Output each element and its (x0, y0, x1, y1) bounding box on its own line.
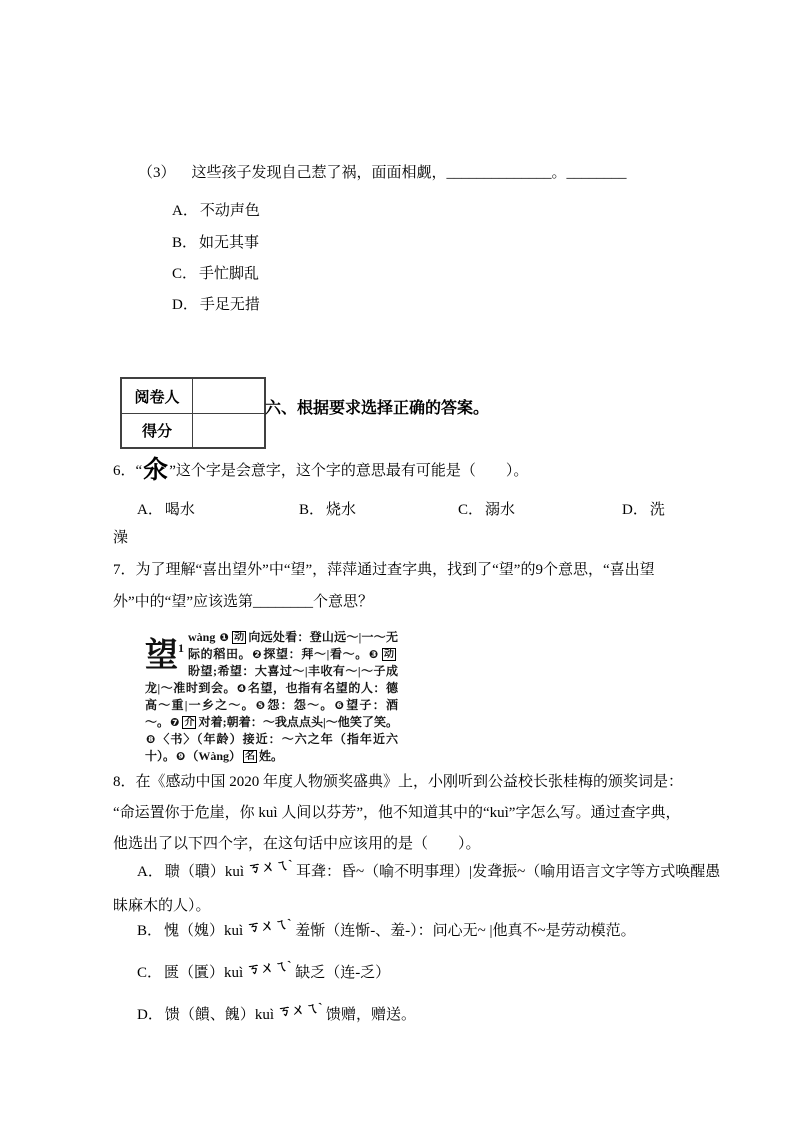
option-text: 溺水 (485, 502, 516, 518)
question-3-stem (138, 163, 627, 183)
zhuyin-annotation: ㄎㄨㄟˋ (246, 916, 293, 935)
ideogram-character-image: 氽 (143, 456, 169, 484)
grader-label-cell: 阅卷人 (122, 379, 193, 414)
option-label: A． (137, 864, 163, 880)
option-label: B． (137, 923, 163, 939)
option-text: 手足无措 (199, 297, 260, 313)
q8-option-a-line2: 昧麻木的人）。 (113, 898, 211, 914)
score-label-cell: 得分 (122, 414, 193, 447)
question-7-text-end: 个意思？ (312, 594, 373, 610)
sense-text: 探望：拜～|看～。 (263, 647, 368, 661)
zhuyin-annotation: ㄎㄨㄟˋ (247, 857, 294, 876)
option-text: 洗 (649, 502, 665, 518)
period: 。 (551, 165, 567, 181)
sense-number-icon: ❶ (219, 631, 230, 644)
option-text: 不动声色 (199, 203, 260, 219)
q3-option-d (172, 295, 260, 315)
question-8-line3: 他选出了以下四个字，在这句话中应该用的是（ ）。 (113, 836, 481, 852)
option-label: A． (137, 502, 163, 518)
option-text: 如无其事 (199, 235, 260, 251)
question-6-text: ”这个字是会意字，这个字的意思最有可能是（ ）。 (169, 463, 529, 479)
answer-blank: ______________ (446, 165, 552, 181)
option-text: 手忙脚乱 (199, 266, 260, 282)
sense-text: 盼望;希望：大喜过～|丰收有～|～子成龙|～准时到会。 (145, 664, 398, 695)
option-text: 羞惭（连惭-、羞-）：问心无~ |他真不~是劳动模范。 (295, 923, 636, 939)
question-8-line2: “命运置你于危崖，你 kuì 人间以芬芳”，他不知道其中的“kuì”字怎么写。通过查字典， (113, 805, 681, 821)
grader-value-cell (193, 379, 264, 414)
question-7-line2 (113, 592, 373, 612)
pos-tag-noun: 名 (245, 751, 256, 762)
option-head: 愧（媿）kuì (164, 923, 244, 939)
option-label: C． (172, 266, 198, 282)
q6-option-d-continuation: 澡 (113, 530, 129, 546)
headword-pinyin: wàng (188, 630, 216, 644)
q6-option-c (458, 500, 515, 520)
pos-tag-preposition: 介 (184, 717, 195, 728)
option-label: B． (172, 235, 198, 251)
answer-blank: ________ (566, 165, 627, 181)
q6-option-a (137, 500, 195, 520)
sense-number-icon: ❷ (252, 648, 263, 661)
option-text: 喝水 (164, 502, 195, 518)
sense-text: 向远处看：登山远～|一～无际的稻田。 (188, 630, 398, 661)
headword-character: 望 (145, 638, 178, 674)
question-7-text: 外”中的“望”应该选第 (113, 594, 253, 610)
q8-option-b (137, 916, 636, 941)
dictionary-entry-image (145, 629, 398, 765)
sense-number-icon: ❺ (255, 699, 267, 712)
question-6-prefix: 6．“ (113, 463, 143, 479)
option-text: 烧水 (326, 502, 357, 518)
sense-number-icon: ❹ (237, 682, 247, 695)
option-text: 缺乏（连-乏） (295, 965, 391, 981)
answer-blank: ________ (252, 594, 313, 610)
sense-text: 怨：怨～。 (267, 698, 334, 712)
sense-number-icon: ❸ (368, 648, 379, 661)
question-3-number: （3） (138, 165, 176, 181)
q8-option-d (137, 1000, 417, 1025)
q8-option-a-line1 (137, 857, 721, 882)
option-head: 馈（饋、餽）kuì (164, 1007, 275, 1023)
sense-text: （Wàng） (186, 749, 242, 763)
score-value-cell (193, 414, 264, 447)
sense-text: 姓。 (259, 749, 284, 763)
sense-text: 名望，也指有名望的人：德高～重|一乡之～。 (145, 681, 398, 712)
sense-number-icon: ❾ (176, 750, 186, 763)
q6-option-d (622, 500, 665, 520)
sense-number-icon: ❽ (146, 733, 157, 746)
q6-option-b (299, 500, 356, 520)
option-label: A． (172, 203, 198, 219)
option-head: 聩（聵）kuì (164, 864, 245, 880)
pos-tag-verb: 动 (234, 632, 245, 643)
pos-tag-verb: 动 (383, 649, 394, 660)
q3-option-a (172, 201, 260, 221)
option-text: 馈赠，赠送。 (326, 1007, 417, 1023)
option-label: D． (622, 502, 648, 518)
option-label: D． (172, 297, 198, 313)
grading-table (120, 377, 266, 449)
sense-text: 望子：酒～。 (145, 698, 398, 729)
option-head: 匮（匱）kuì (164, 965, 244, 981)
sense-number-icon: ❼ (170, 716, 180, 729)
question-6-stem (113, 455, 528, 486)
dictionary-headword (145, 632, 184, 672)
question-8-line1: 8．在《感动中国 2020 年度人物颁奖盛典》上，小刚听到公益校长张桂梅的颁奖词是： (113, 774, 684, 790)
sense-text: 对着;朝着：～我点点头|～他笑了笑。 (198, 715, 398, 729)
question-3-text: 这些孩子发现自己惹了祸，面面相觑， (191, 165, 447, 181)
q3-option-c (172, 264, 259, 284)
zhuyin-annotation: ㄎㄨㄟˋ (246, 958, 293, 977)
option-label: C． (458, 502, 484, 518)
q3-option-b (172, 233, 259, 253)
section-6-title: 六、根据要求选择正确的答案。 (265, 400, 490, 417)
option-text: 耳聋：昏~（喻不明事理）|发聋振~（喻用语言文字等方式唤醒愚 (296, 864, 721, 880)
option-label: C． (137, 965, 163, 981)
question-7-line1: 7．为了理解“喜出望外”中“望”，萍萍通过查字典，找到了“望”的9个意思，“喜出望 (113, 562, 655, 578)
zhuyin-annotation: ㄎㄨㄟˋ (277, 1000, 324, 1019)
option-label: D． (137, 1007, 163, 1023)
headword-superscript: 1 (178, 641, 184, 655)
option-label: B． (299, 502, 325, 518)
q8-option-c (137, 958, 391, 983)
sense-number-icon: ❻ (334, 699, 346, 712)
sense-text: 〈书〉（年龄）接近：～六之年（指年近六十）。 (145, 732, 398, 763)
